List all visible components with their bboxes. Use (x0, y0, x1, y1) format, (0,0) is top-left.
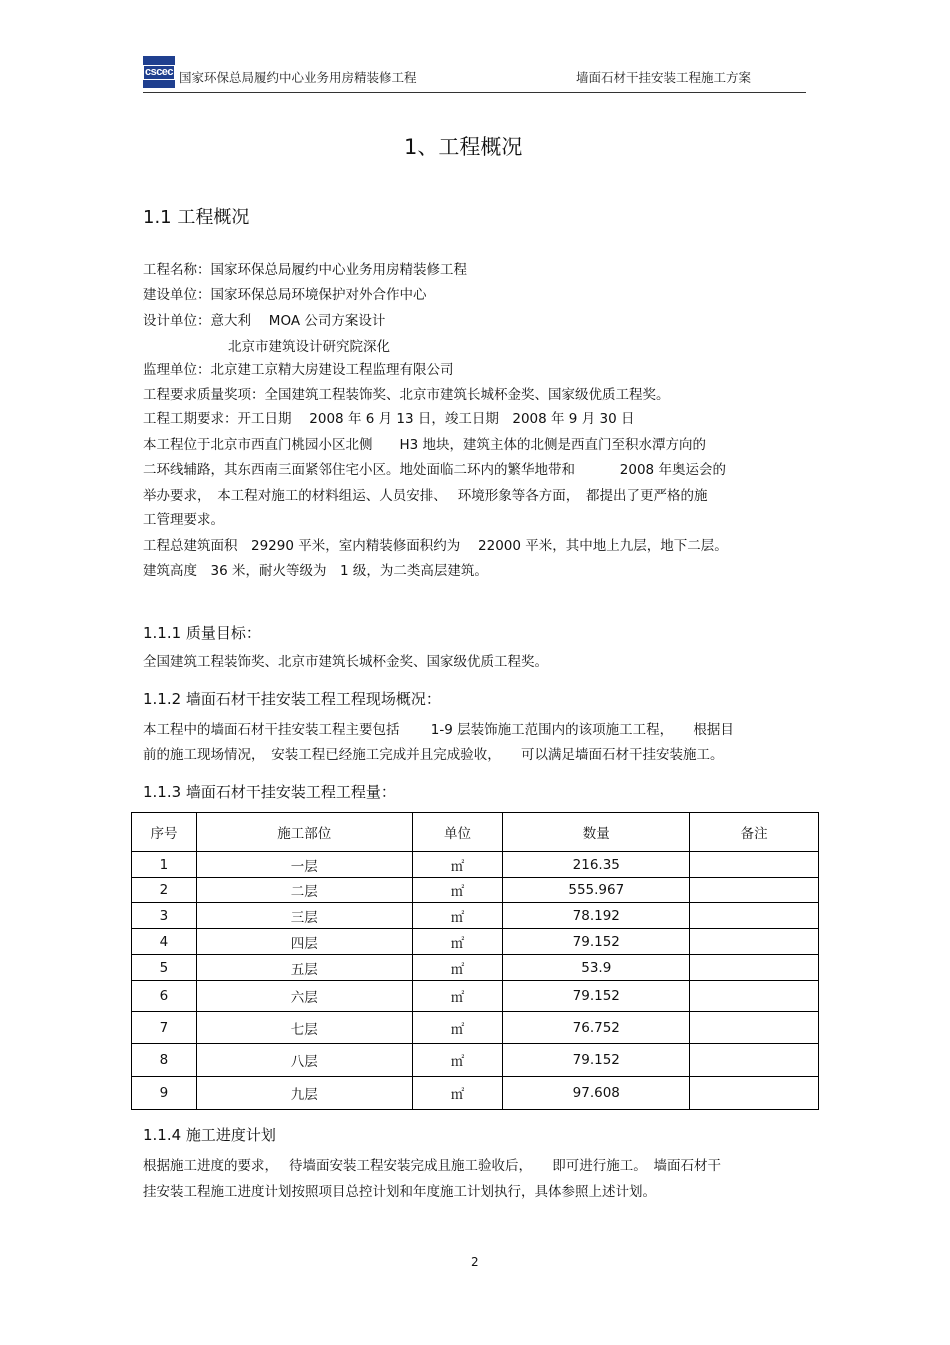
table-cell: 7 (132, 1012, 197, 1044)
table-row (132, 1044, 819, 1077)
table-cell: 97.608 (503, 1077, 690, 1110)
table-cell (690, 878, 819, 903)
paragraph-line: 本工程中的墙面石材干挂安装工程主要包括 1-9 层装饰施工范围内的该项施工工程， 根据目 (143, 722, 734, 738)
quantity-table (131, 812, 819, 1110)
table-cell: 五层 (196, 955, 412, 981)
table-row (132, 852, 819, 878)
paragraph-line: 前的施工现场情况， 安装工程已经施工完成并且完成验收， 可以满足墙面石材干挂安装施工。 (143, 747, 724, 763)
table-cell: ㎡ (412, 1012, 503, 1044)
paragraph-line: 全国建筑工程装饰奖、北京市建筑长城杯金奖、国家级优质工程奖。 (143, 654, 548, 670)
table-cell: 555.967 (503, 878, 690, 903)
paragraph-line: 建筑高度 36 米，耐火等级为 1 级，为二类高层建筑。 (143, 563, 488, 579)
paragraph-line: 举办要求， 本工程对施工的材料组运、人员安排、 环境形象等各方面， 都提出了更严格的施 (143, 488, 708, 504)
header-document-title: 墙面石材干挂安装工程施工方案 (576, 70, 752, 85)
table-cell (690, 1012, 819, 1044)
table-cell: 四层 (196, 929, 412, 955)
table-cell: 2 (132, 878, 197, 903)
table-row (132, 903, 819, 929)
table-cell: ㎡ (412, 903, 503, 929)
table-cell: 216.35 (503, 852, 690, 878)
paragraph-line: 挂安装工程施工进度计划按照项目总控计划和年度施工计划执行，具体参照上述计划。 (143, 1184, 656, 1200)
table-cell (690, 852, 819, 878)
table-cell: 8 (132, 1044, 197, 1077)
table-cell: 1 (132, 852, 197, 878)
table-cell (690, 903, 819, 929)
table-cell: ㎡ (412, 1044, 503, 1077)
table-header-row (132, 813, 819, 852)
table-cell: 4 (132, 929, 197, 955)
column-header: 单位 (412, 813, 503, 852)
table-row (132, 955, 819, 981)
info-line: 设计单位：意大利 MOA 公司方案设计 (143, 313, 386, 329)
table-cell: ㎡ (412, 929, 503, 955)
info-line: 工程工期要求：开工日期 2008 年 6 月 13 日，竣工日期 2008 年 9 月 30 日 (143, 411, 635, 427)
table-cell: 5 (132, 955, 197, 981)
table-row (132, 981, 819, 1012)
section-heading-1-1-1: 1.1.1 质量目标： (143, 624, 261, 642)
company-logo (143, 56, 175, 88)
info-line: 工程要求质量奖项：全国建筑工程装饰奖、北京市建筑长城杯金奖、国家级优质工程奖。 (143, 387, 670, 403)
table-cell: 3 (132, 903, 197, 929)
section-heading-1-1-2: 1.1.2 墙面石材干挂安装工程工程现场概况： (143, 690, 441, 708)
column-header: 备注 (690, 813, 819, 852)
table-cell (690, 1044, 819, 1077)
table-cell: 二层 (196, 878, 412, 903)
header-project-name: 国家环保总局履约中心业务用房精装修工程 (179, 70, 417, 85)
info-line: 监理单位：北京建工京精大房建设工程监理有限公司 (143, 362, 454, 378)
table-cell: ㎡ (412, 1077, 503, 1110)
paragraph-line: 二环线辅路，其东西南三面紧邻住宅小区。地处面临二环内的繁华地带和 2008 年奥运会的 (143, 462, 726, 478)
table-cell: 六层 (196, 981, 412, 1012)
table-cell (690, 929, 819, 955)
table-row (132, 1077, 819, 1110)
table-cell: 78.192 (503, 903, 690, 929)
paragraph-line: 工程总建筑面积 29290 平米，室内精装修面积约为 22000 平米，其中地上九层，地下二层。 (143, 538, 728, 554)
info-line: 北京市建筑设计研究院深化 (228, 339, 390, 355)
table-cell: 79.152 (503, 929, 690, 955)
table-cell: 76.752 (503, 1012, 690, 1044)
table-cell: ㎡ (412, 878, 503, 903)
table-cell (690, 1077, 819, 1110)
table-cell: 79.152 (503, 981, 690, 1012)
info-line: 建设单位：国家环保总局环境保护对外合作中心 (143, 287, 427, 303)
section-heading-1-1-4: 1.1.4 施工进度计划 (143, 1126, 276, 1144)
header-divider (143, 92, 806, 93)
paragraph-line: 根据施工进度的要求， 待墙面安装工程安装完成且施工验收后， 即可进行施工。 墙面石材干 (143, 1158, 722, 1174)
table-cell: 9 (132, 1077, 197, 1110)
logo-text: cscec (144, 65, 174, 78)
table-row (132, 929, 819, 955)
table-cell (690, 955, 819, 981)
paragraph-line: 本工程位于北京市西直门桃园小区北侧 H3 地块，建筑主体的北侧是西直门至积水潭方向的 (143, 437, 707, 453)
table-cell: 七层 (196, 1012, 412, 1044)
table-cell: ㎡ (412, 852, 503, 878)
table-cell: ㎡ (412, 981, 503, 1012)
column-header: 数量 (503, 813, 690, 852)
section-heading-1-1-3: 1.1.3 墙面石材干挂安装工程工程量： (143, 783, 396, 801)
column-header: 序号 (132, 813, 197, 852)
table-cell: 79.152 (503, 1044, 690, 1077)
table-cell: 53.9 (503, 955, 690, 981)
table-cell: 一层 (196, 852, 412, 878)
table-cell: 6 (132, 981, 197, 1012)
table-cell: 三层 (196, 903, 412, 929)
table-row (132, 1012, 819, 1044)
table-cell: 九层 (196, 1077, 412, 1110)
table-cell: 八层 (196, 1044, 412, 1077)
column-header: 施工部位 (196, 813, 412, 852)
page-number: 2 (471, 1255, 479, 1269)
table-cell (690, 981, 819, 1012)
table-row (132, 878, 819, 903)
paragraph-line: 工管理要求。 (143, 512, 224, 528)
chapter-title: 1、工程概况 (404, 135, 523, 159)
info-line: 工程名称：国家环保总局履约中心业务用房精装修工程 (143, 262, 467, 278)
table-cell: ㎡ (412, 955, 503, 981)
section-heading-1-1: 1.1 工程概况 (143, 207, 250, 228)
